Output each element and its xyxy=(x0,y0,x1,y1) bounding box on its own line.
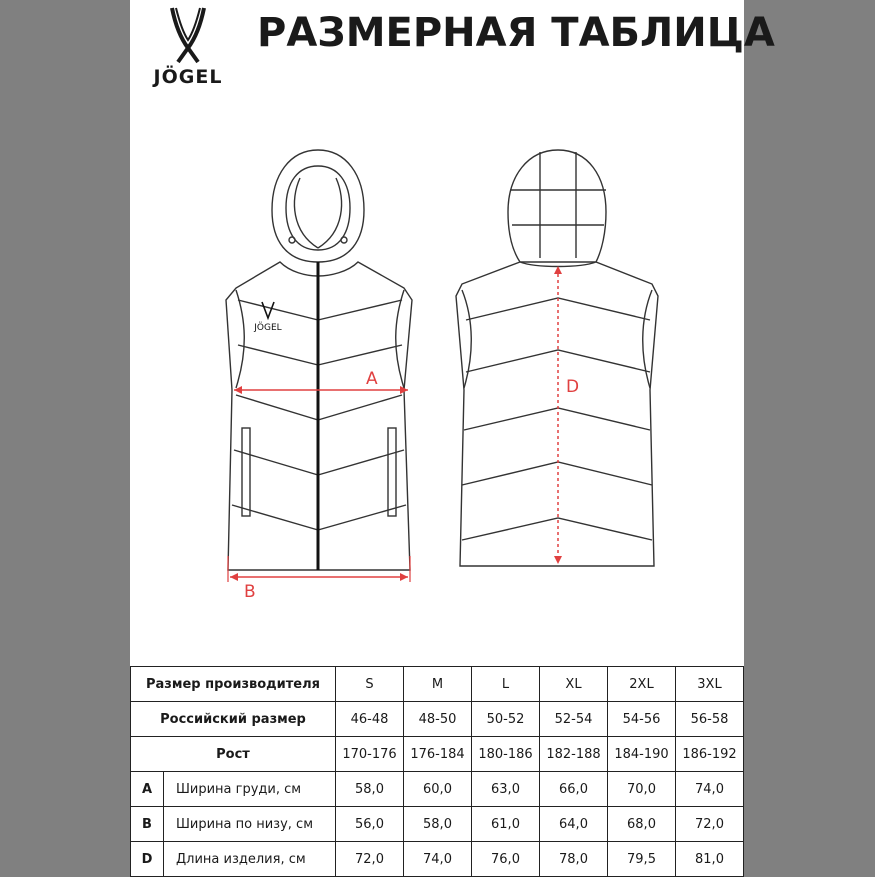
row-letter: B xyxy=(131,807,164,842)
value-cell: 74,0 xyxy=(676,772,744,807)
russian-cell: 52-54 xyxy=(540,702,608,737)
value-cell: 81,0 xyxy=(676,842,744,877)
value-cell: 63,0 xyxy=(472,772,540,807)
height-cell: 186-192 xyxy=(676,737,744,772)
header-label: Размер производителя xyxy=(131,667,336,702)
russian-cell: 56-58 xyxy=(676,702,744,737)
value-cell: 72,0 xyxy=(336,842,404,877)
value-cell: 70,0 xyxy=(608,772,676,807)
size-cell: 2XL xyxy=(608,667,676,702)
measure-a-label: A xyxy=(366,369,378,389)
value-cell: 66,0 xyxy=(540,772,608,807)
measure-d-label: D xyxy=(566,377,580,397)
height-label: Рост xyxy=(131,737,336,772)
russian-label: Российский размер xyxy=(131,702,336,737)
size-table xyxy=(130,666,744,877)
height-cell: 182-188 xyxy=(540,737,608,772)
table-row-russian xyxy=(131,702,744,737)
table-row-b xyxy=(131,807,744,842)
value-cell: 64,0 xyxy=(540,807,608,842)
russian-cell: 48-50 xyxy=(404,702,472,737)
vest-back-view xyxy=(456,150,658,566)
size-cell: L xyxy=(472,667,540,702)
height-cell: 184-190 xyxy=(608,737,676,772)
row-param: Ширина груди, см xyxy=(164,772,336,807)
row-param: Длина изделия, см xyxy=(164,842,336,877)
value-cell: 56,0 xyxy=(336,807,404,842)
size-cell: S xyxy=(336,667,404,702)
measure-b-label: B xyxy=(244,582,256,602)
height-cell: 170-176 xyxy=(336,737,404,772)
value-cell: 58,0 xyxy=(336,772,404,807)
value-cell: 61,0 xyxy=(472,807,540,842)
russian-cell: 54-56 xyxy=(608,702,676,737)
page-title: РАЗМЕРНАЯ ТАБЛИЦА xyxy=(257,10,775,56)
value-cell: 76,0 xyxy=(472,842,540,877)
chest-logo-text: JÖGEL xyxy=(254,323,282,333)
brand-wordmark: JÖGEL xyxy=(153,66,223,88)
height-cell: 176-184 xyxy=(404,737,472,772)
row-letter: A xyxy=(131,772,164,807)
value-cell: 58,0 xyxy=(404,807,472,842)
row-param: Ширина по низу, см xyxy=(164,807,336,842)
table-row-height xyxy=(131,737,744,772)
size-cell: M xyxy=(404,667,472,702)
vest-front-view xyxy=(226,150,412,570)
table-row-a xyxy=(131,772,744,807)
size-cell: XL xyxy=(540,667,608,702)
value-cell: 68,0 xyxy=(608,807,676,842)
value-cell: 60,0 xyxy=(404,772,472,807)
value-cell: 79,5 xyxy=(608,842,676,877)
value-cell: 72,0 xyxy=(676,807,744,842)
table-row-d xyxy=(131,842,744,877)
russian-cell: 50-52 xyxy=(472,702,540,737)
row-letter: D xyxy=(131,842,164,877)
size-cell: 3XL xyxy=(676,667,744,702)
table-row-sizes xyxy=(131,667,744,702)
value-cell: 74,0 xyxy=(404,842,472,877)
value-cell: 78,0 xyxy=(540,842,608,877)
russian-cell: 46-48 xyxy=(336,702,404,737)
height-cell: 180-186 xyxy=(472,737,540,772)
